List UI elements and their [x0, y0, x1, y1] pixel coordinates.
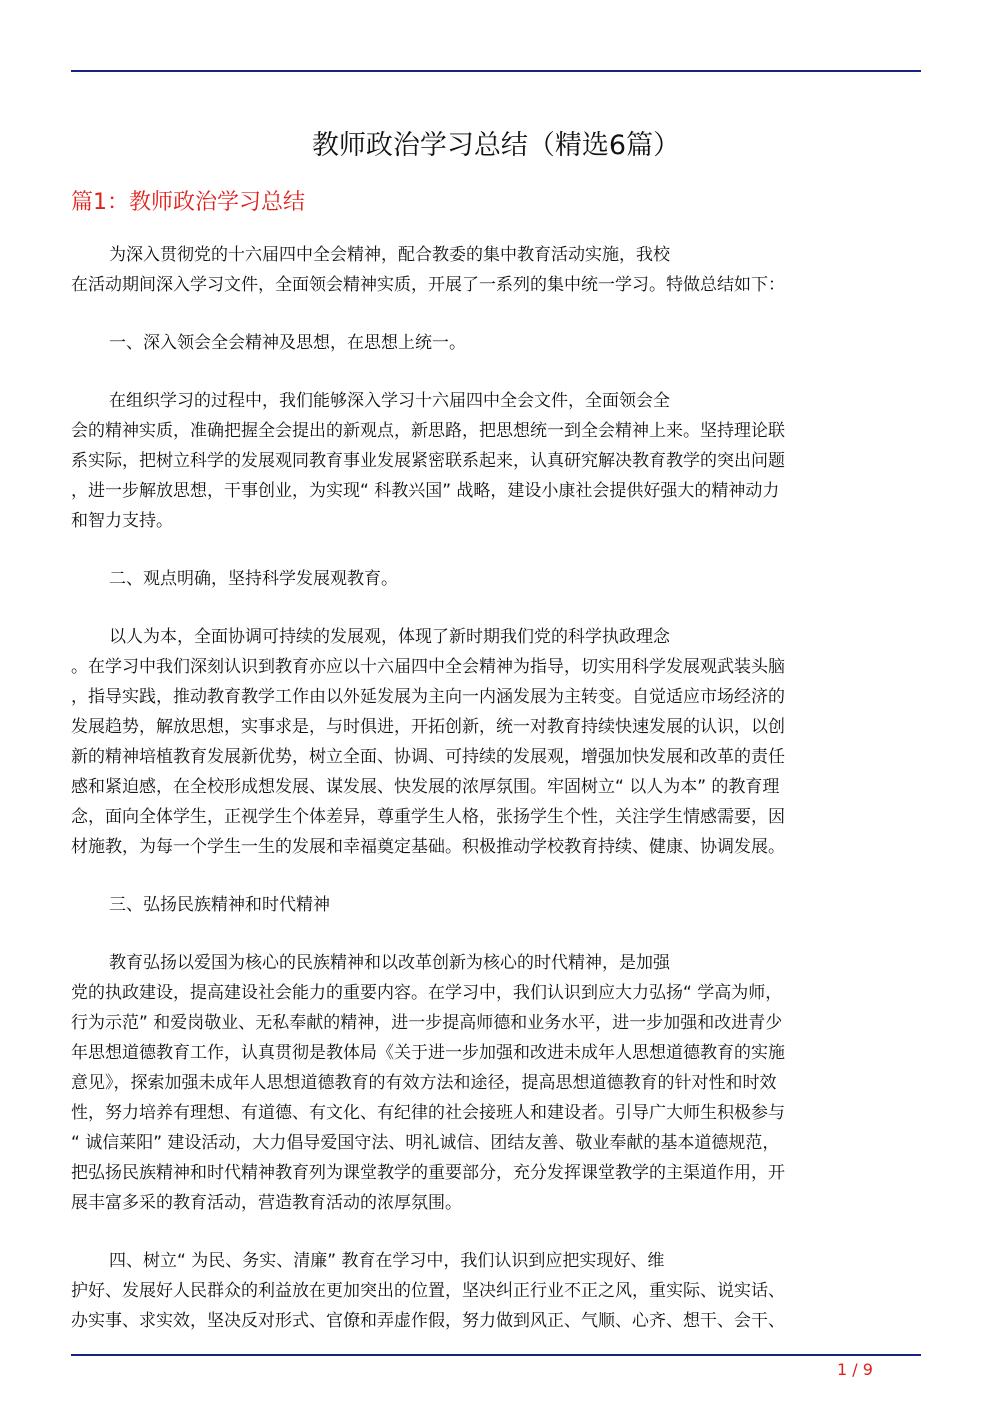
document-title: 教师政治学习总结（精选6篇） — [311, 130, 681, 161]
paragraph-line: 行为示范” 和爱岗敬业、无私奉献的精神，进一步提高师德和业务水平，进一步加强和改进青少 — [71, 1013, 783, 1033]
paragraph-line: ，进一步解放思想，干事创业，为实现“ 科教兴国” 战略，建设小康社会提供好强大的精神动力 — [71, 481, 780, 501]
paragraph-line: 一、深入领会全会精神及思想，在思想上统一。 — [109, 333, 466, 353]
paragraph-line: 二、观点明确，坚持科学发展观教育。 — [109, 569, 398, 589]
paragraph-line: ，指导实践，推动教育教学工作由以外延发展为主向一内涵发展为主转变。自觉适应市场经济的 — [71, 687, 785, 707]
paragraph-line: 意见》，探索加强未成年人思想道德教育的有效方法和途径，提高思想道德教育的针对性和时效 — [71, 1073, 777, 1093]
paragraph — [71, 948, 921, 1218]
paragraph — [71, 564, 921, 594]
paragraph — [71, 890, 921, 920]
paragraph — [71, 1246, 921, 1336]
paragraph-line: 四、树立“ 为民、务实、清廉” 教育在学习中，我们认识到应把实现好、维 — [109, 1251, 665, 1271]
page-number: 1 / 9 — [837, 1360, 873, 1379]
paragraph — [71, 328, 921, 358]
header-rule — [71, 70, 921, 72]
paragraph-line: 。在学习中我们深刻认识到教育亦应以十六届四中全会精神为指导，切实用科学发展观武装头脑 — [71, 657, 785, 677]
paragraph-line: 念，面向全体学生，正视学生个体差异，尊重学生人格，张扬学生个性，关注学生情感需要，因 — [71, 807, 785, 827]
paragraph-line: 把弘扬民族精神和时代精神教育列为课堂教学的重要部分，充分发挥课堂教学的主渠道作用，开 — [71, 1163, 785, 1183]
paragraph-line: 在组织学习的过程中，我们能够深入学习十六届四中全会文件，全面领会全 — [109, 391, 670, 411]
section-heading: 篇1：教师政治学习总结 — [71, 190, 305, 215]
paragraph-line: “ 诚信莱阳” 建设活动，大力倡导爱国守法、明礼诚信、团结友善、敬业奉献的基本道德规范， — [71, 1133, 780, 1153]
paragraph-line: 党的执政建设，提高建设社会能力的重要内容。在学习中，我们认识到应大力弘扬“ 学高为师， — [71, 983, 783, 1003]
paragraph-line: 展丰富多采的教育活动，营造教育活动的浓厚氛围。 — [71, 1193, 462, 1213]
paragraph-line: 为深入贯彻党的十六届四中全会精神，配合教委的集中教育活动实施，我校 — [109, 245, 670, 265]
paragraph — [71, 240, 921, 300]
paragraph-line: 新的精神培植教育发展新优势，树立全面、协调、可持续的发展观，增强加快发展和改革的责任 — [71, 747, 785, 767]
document-body — [71, 240, 921, 1364]
paragraph-line: 在活动期间深入学习文件，全面领会精神实质，开展了一系列的集中统一学习。特做总结如下： — [71, 275, 785, 295]
paragraph-line: 系实际，把树立科学的发展观同教育事业发展紧密联系起来，认真研究解决教育教学的突出问题 — [71, 451, 785, 471]
paragraph-line: 教育弘扬以爱国为核心的民族精神和以改革创新为核心的时代精神，是加强 — [109, 953, 670, 973]
paragraph-line: 和智力支持。 — [71, 511, 173, 531]
paragraph-line: 性，努力培养有理想、有道德、有文化、有纪律的社会接班人和建设者。引导广大师生积极参与 — [71, 1103, 785, 1123]
paragraph — [71, 622, 921, 862]
footer-rule — [71, 1354, 921, 1356]
paragraph-line: 护好、发展好人民群众的利益放在更加突出的位置，坚决纠正行业不正之风，重实际、说实话、 — [71, 1281, 785, 1301]
paragraph-line: 材施教，为每一个学生一生的发展和幸福奠定基础。积极推动学校教育持续、健康、协调发展。 — [71, 837, 785, 857]
paragraph-line: 以人为本，全面协调可持续的发展观，体现了新时期我们党的科学执政理念 — [109, 627, 670, 647]
paragraph-line: 办实事、求实效，坚决反对形式、官僚和弄虚作假，努力做到风正、气顺、心齐、想干、会干、 — [71, 1311, 785, 1331]
paragraph-line: 年思想道德教育工作，认真贯彻是教体局《关于进一步加强和改进未成年人思想道德教育的实施 — [71, 1043, 785, 1063]
paragraph-line: 感和紧迫感，在全校形成想发展、谋发展、快发展的浓厚氛围。牢固树立“ 以人为本” 的教育理 — [71, 777, 780, 797]
paragraph-line: 会的精神实质，准确把握全会提出的新观点，新思路，把思想统一到全会精神上来。坚持理论联 — [71, 421, 785, 441]
paragraph-line: 发展趋势，解放思想，实事求是，与时俱进，开拓创新，统一对教育持续快速发展的认识，以创 — [71, 717, 785, 737]
paragraph — [71, 386, 921, 536]
paragraph-line: 三、弘扬民族精神和时代精神 — [109, 895, 330, 915]
